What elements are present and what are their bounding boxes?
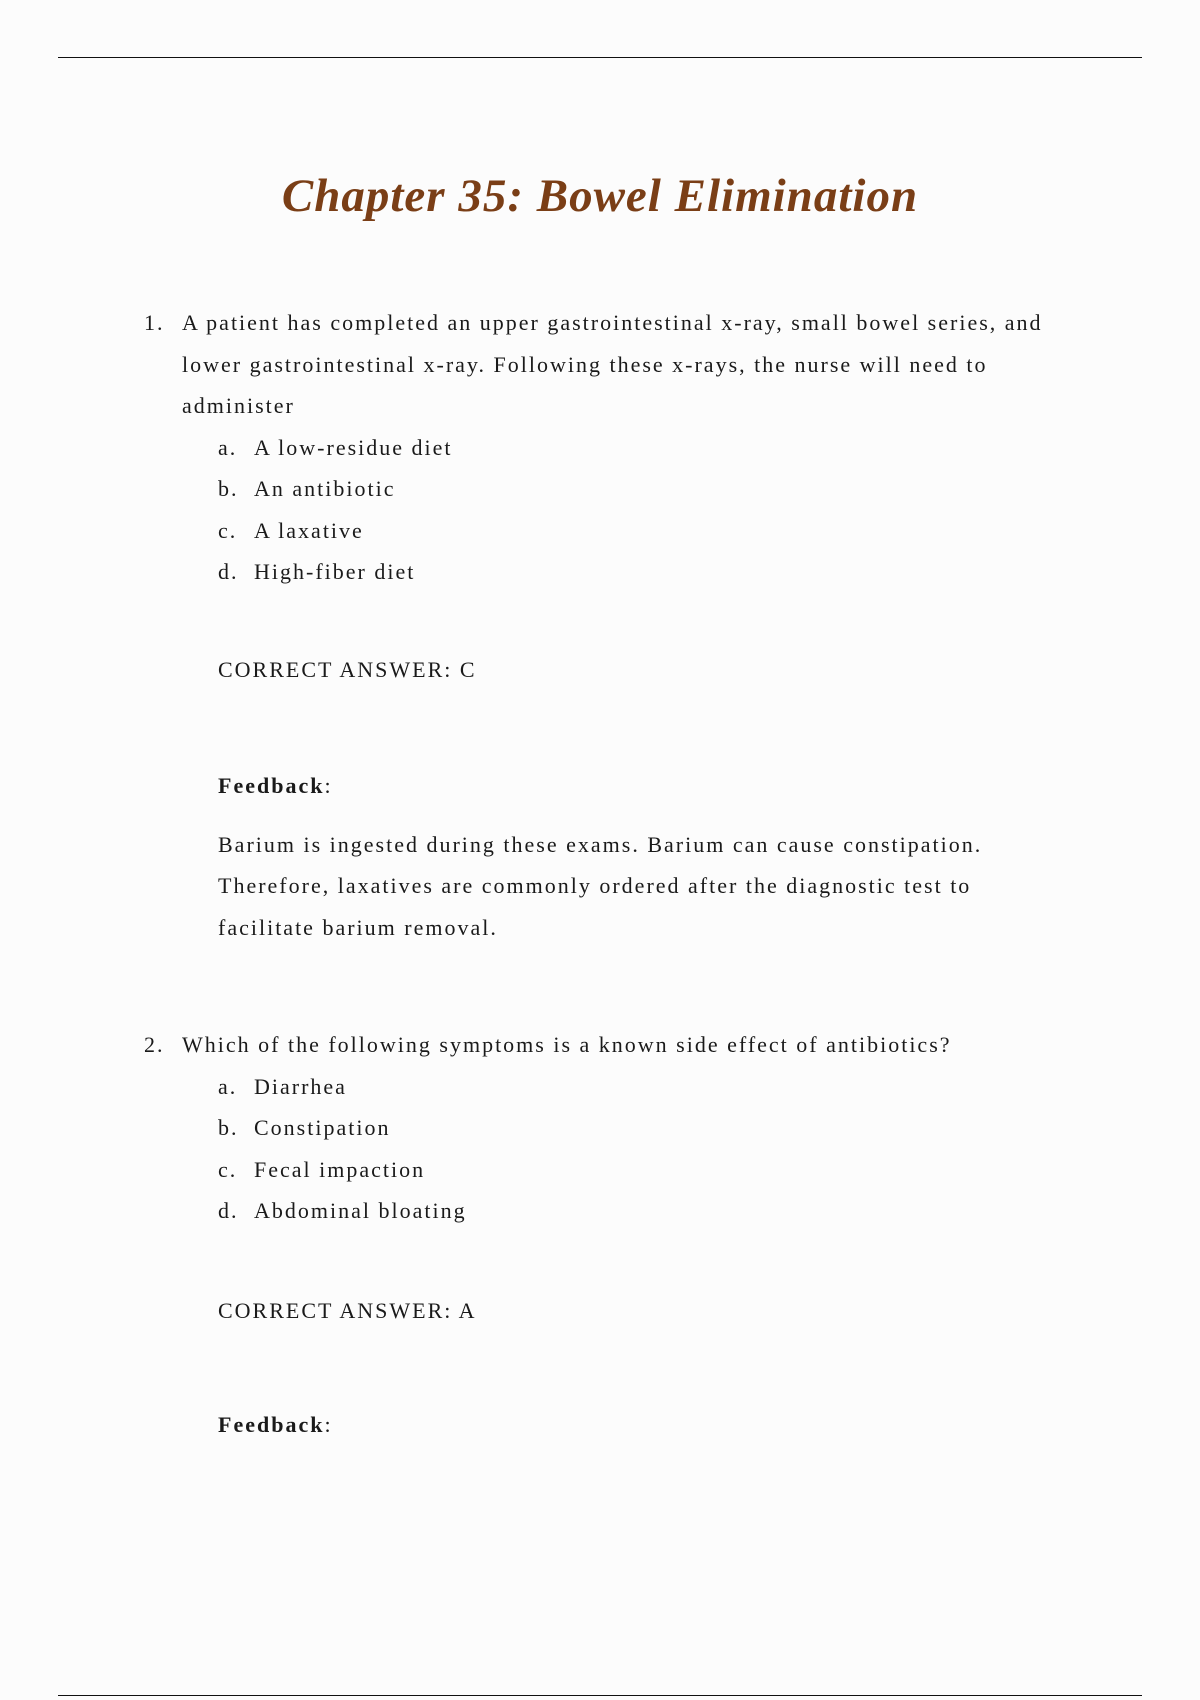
option-text: An antibiotic: [254, 476, 396, 501]
feedback-label: Feedback: [218, 773, 325, 798]
option-letter: d.: [218, 559, 239, 584]
answer-options: [144, 1066, 1064, 1232]
top-rule: [58, 57, 1142, 58]
option-b: [144, 1107, 1064, 1149]
answer-options: [144, 427, 1064, 593]
option-text: Fecal impaction: [254, 1156, 426, 1182]
option-d: [144, 551, 1064, 593]
option-text: A laxative: [254, 517, 364, 543]
option-letter: c.: [218, 517, 238, 543]
option-a: [144, 427, 1064, 469]
question-number: 1.: [144, 310, 165, 335]
question-text: A patient has completed an upper gastrointestinal x-ray, small bowel series, and lower gastrointestinal x-ray. Following these x-rays, the nurse will need to administer: [182, 310, 1043, 418]
question-text: Which of the following symptoms is a known side effect of antibiotics?: [182, 1032, 952, 1057]
option-a: [144, 1066, 1064, 1108]
option-d: [144, 1190, 1064, 1232]
option-c: [144, 510, 1064, 552]
option-b: [144, 468, 1064, 510]
option-text: A low-residue diet: [254, 434, 453, 460]
question-stem: [144, 302, 1064, 427]
feedback-heading: [218, 765, 1064, 807]
question-1: [144, 302, 1064, 948]
option-c: [144, 1149, 1064, 1191]
option-letter: a.: [218, 1073, 238, 1099]
feedback-heading: [218, 1404, 1064, 1446]
chapter-title: Chapter 35: Bowel Elimination: [281, 170, 919, 223]
option-text: Constipation: [254, 1115, 391, 1140]
feedback-colon: :: [324, 1412, 333, 1437]
bottom-rule: [58, 1695, 1142, 1696]
option-text: High-fiber diet: [254, 559, 416, 584]
question-number: 2.: [144, 1032, 165, 1057]
option-letter: b.: [218, 476, 239, 501]
option-letter: b.: [218, 1115, 239, 1140]
question-2: [144, 1024, 1064, 1446]
feedback-text: Barium is ingested during these exams. Barium can cause constipation. Therefore, laxatives are commonly ordered after the diagnostic test to facilitate barium removal.: [218, 831, 983, 940]
option-letter: d.: [218, 1198, 239, 1223]
correct-answer: CORRECT ANSWER: C: [218, 656, 477, 682]
option-letter: a.: [218, 434, 238, 460]
option-letter: c.: [218, 1156, 238, 1182]
option-text: Abdominal bloating: [254, 1198, 467, 1223]
feedback-label: Feedback: [218, 1412, 325, 1437]
option-text: Diarrhea: [254, 1073, 347, 1099]
feedback-colon: :: [324, 773, 333, 798]
question-stem: [144, 1024, 1064, 1066]
correct-answer: CORRECT ANSWER: A: [218, 1297, 477, 1323]
